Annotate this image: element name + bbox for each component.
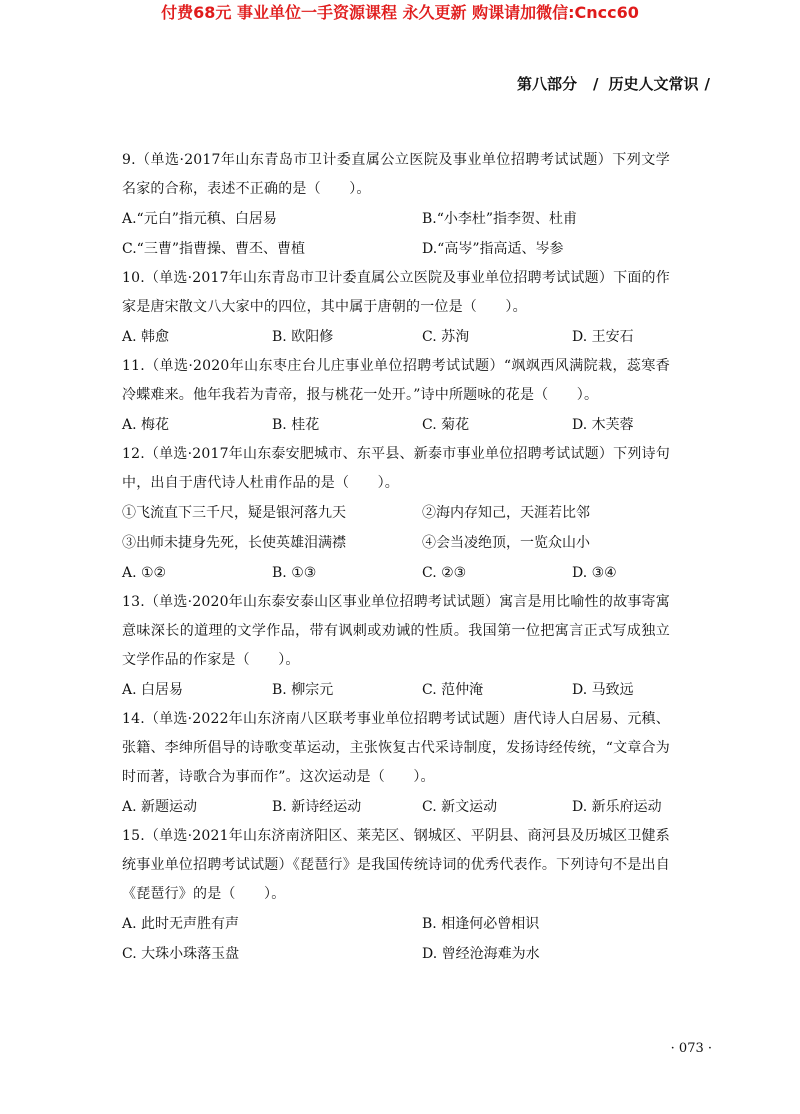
option-a: A. ①② — [122, 565, 167, 581]
option-b: B. 欧阳修 — [272, 329, 334, 345]
option-a: A. 白居易 — [122, 682, 184, 698]
options — [122, 204, 670, 264]
option-a: A. 新题运动 — [122, 799, 198, 815]
option-b: B.“小李杜”指李贺、杜甫 — [422, 211, 578, 227]
option-c: C. ②③ — [422, 565, 467, 581]
question-11 — [122, 352, 670, 440]
option-d: D. 马致远 — [572, 682, 634, 698]
option-b: B. 桂花 — [272, 417, 320, 433]
option-c: C.“三曹”指曹操、曹丕、曹植 — [122, 241, 305, 257]
question-stem: 13.（单选·2020年山东泰安泰山区事业单位招聘考试试题）寓言是用比喻性的故事寄寓意味深长的道理的文学作品，带有讽刺或劝诫的性质。我国第一位把寓言正式写成独立文学作品的作家是（ ）。 — [122, 594, 670, 668]
question-list — [122, 146, 670, 969]
option-c: C. 范仲淹 — [422, 682, 484, 698]
options — [122, 909, 670, 969]
poem-line-4: ④会当凌绝顶，一览众山小 — [422, 535, 590, 551]
option-b: B. 新诗经运动 — [272, 799, 362, 815]
option-b: B. 相逢何必曾相识 — [422, 916, 540, 932]
poem-lines — [122, 498, 670, 558]
options — [122, 558, 670, 588]
question-10 — [122, 264, 670, 352]
option-b: B. ①③ — [272, 565, 317, 581]
header-title: 历史人文常识 — [608, 75, 699, 93]
options — [122, 410, 670, 440]
header-part: 第八部分 — [517, 75, 578, 93]
option-c: C. 苏洵 — [422, 329, 470, 345]
option-b: B. 柳宗元 — [272, 682, 334, 698]
question-13 — [122, 588, 670, 705]
options — [122, 675, 670, 705]
option-a: A. 韩愈 — [122, 329, 170, 345]
question-14 — [122, 705, 670, 822]
question-stem: 10.（单选·2017年山东青岛市卫计委直属公立医院及事业单位招聘考试试题）下面的作家是唐宋散文八大家中的四位，其中属于唐朝的一位是（ ）。 — [122, 270, 670, 315]
option-a: A. 此时无声胜有声 — [122, 916, 240, 932]
running-header — [517, 73, 710, 94]
poem-line-2: ②海内存知己，天涯若比邻 — [422, 505, 590, 521]
option-d: D. 新乐府运动 — [572, 799, 662, 815]
option-d: D. 曾经沧海难为水 — [422, 946, 540, 962]
option-d: D. ③④ — [572, 565, 617, 581]
option-c: C. 菊花 — [422, 417, 470, 433]
question-stem: 14.（单选·2022年山东济南八区联考事业单位招聘考试试题）唐代诗人白居易、元稹、张籍、李绅所倡导的诗歌变革运动，主张恢复古代采诗制度，发扬诗经传统，“文章合为时而著，诗歌合为事而作”。这次运动是（ ）。 — [122, 711, 670, 785]
option-a: A. 梅花 — [122, 417, 170, 433]
question-stem: 9.（单选·2017年山东青岛市卫计委直属公立医院及事业单位招聘考试试题）下列文学名家的合称，表述不正确的是（ ）。 — [122, 152, 670, 197]
option-a: A.“元白”指元稹、白居易 — [122, 211, 277, 227]
options — [122, 792, 670, 822]
option-c: C. 新文运动 — [422, 799, 498, 815]
options — [122, 322, 670, 352]
poem-line-3: ③出师未捷身先死，长使英雄泪满襟 — [122, 535, 346, 551]
question-stem: 11.（单选·2020年山东枣庄台儿庄事业单位招聘考试试题）“飒飒西风满院栽，蕊寒香冷蝶难来。他年我若为青帝，报与桃花一处开。”诗中所题咏的花是（ ）。 — [122, 358, 670, 403]
header-separator: / — [593, 75, 599, 93]
page-number: · 073 · — [670, 1041, 712, 1056]
question-15 — [122, 822, 670, 969]
question-12 — [122, 440, 670, 588]
question-9 — [122, 146, 670, 264]
option-d: D. 王安石 — [572, 329, 634, 345]
option-d: D. 木芙蓉 — [572, 417, 634, 433]
poem-line-1: ①飞流直下三千尺，疑是银河落九天 — [122, 505, 346, 521]
question-stem: 12.（单选·2017年山东泰安肥城市、东平县、新泰市事业单位招聘考试试题）下列诗句中，出自于唐代诗人杜甫作品的是（ ）。 — [122, 446, 670, 491]
option-c: C. 大珠小珠落玉盘 — [122, 946, 240, 962]
promo-banner: 付费68元 事业单位一手资源课程 永久更新 购课请加微信:Cncc60 — [161, 3, 639, 22]
header-tail-separator: / — [704, 75, 710, 93]
question-stem: 15.（单选·2021年山东济南济阳区、莱芜区、钢城区、平阴县、商河县及历城区卫健系统事业单位招聘考试试题）《琵琶行》是我国传统诗词的优秀代表作。下列诗句不是出自《琵琶行》的是（ ）。 — [122, 828, 670, 902]
option-d: D.“高岑”指高适、岑参 — [422, 241, 564, 257]
